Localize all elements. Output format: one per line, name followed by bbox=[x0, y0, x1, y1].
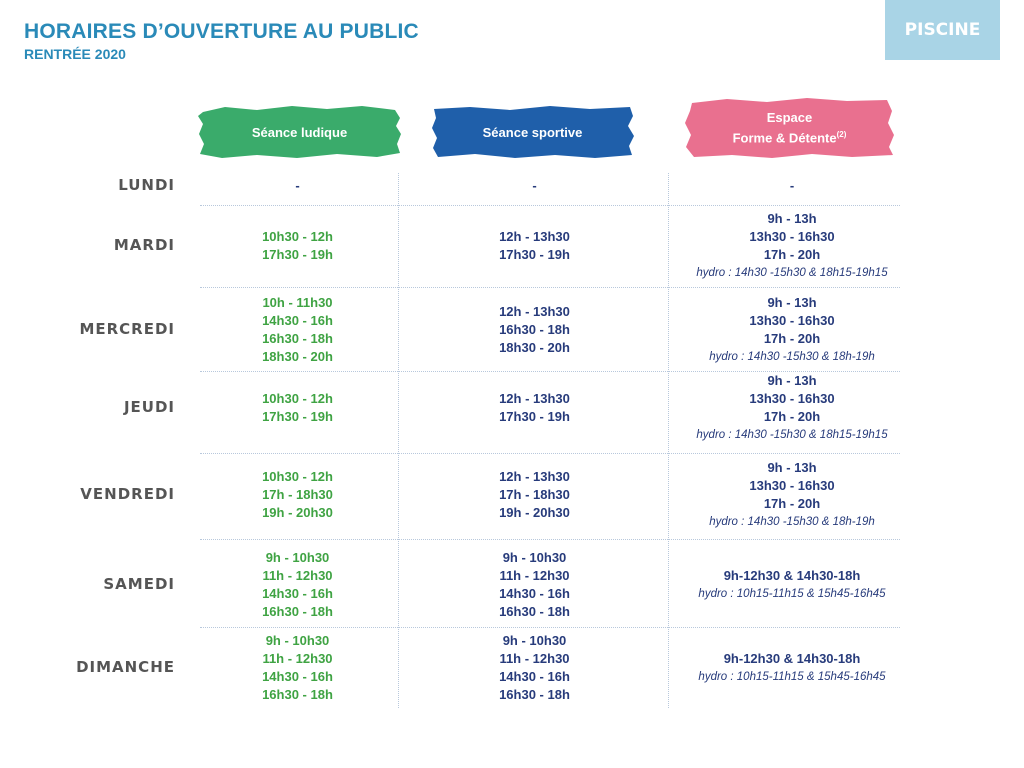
column-label-forme bbox=[733, 109, 847, 146]
time-slot: 19h - 20h30 bbox=[499, 505, 570, 521]
row-divider bbox=[200, 539, 900, 540]
time-slot: 13h30 - 16h30 bbox=[749, 477, 835, 493]
column-label-sportive: Séance sportive bbox=[482, 124, 583, 140]
time-slot: 9h - 10h30 bbox=[502, 632, 567, 648]
time-slot: 11h - 12h30 bbox=[499, 567, 570, 583]
column-label-forme-line1: Espace bbox=[766, 110, 813, 126]
hydro-note: hydro : 14h30 -15h30 & 18h-19h bbox=[709, 351, 875, 364]
row-divider bbox=[200, 287, 900, 288]
cell-forme bbox=[672, 567, 912, 603]
cell-forme bbox=[672, 650, 912, 686]
time-slot: 14h30 - 16h bbox=[499, 586, 570, 601]
cell-ludique bbox=[200, 228, 395, 264]
time-slot: 14h30 - 16h bbox=[262, 586, 333, 601]
time-slot: 14h30 - 16h bbox=[499, 669, 570, 684]
time-slot: 16h30 - 18h bbox=[499, 604, 570, 620]
column-header-forme bbox=[682, 97, 897, 159]
time-slot: 17h - 18h30 bbox=[499, 486, 570, 502]
cell-ludique bbox=[200, 549, 395, 622]
time-slot: 12h - 13h30 bbox=[499, 228, 570, 244]
cell-forme bbox=[672, 459, 912, 532]
cell-sportive bbox=[402, 303, 667, 358]
time-slot: 18h30 - 20h bbox=[499, 340, 570, 356]
cell-sportive bbox=[402, 632, 667, 705]
day-label: DIMANCHE bbox=[76, 658, 175, 676]
time-slot: 9h - 13h bbox=[767, 210, 817, 226]
time-slot: 17h - 18h30 bbox=[262, 486, 333, 502]
cell-forme bbox=[672, 210, 912, 283]
time-slot: 12h - 13h30 bbox=[499, 303, 570, 319]
time-slot: 9h-12h30 & 14h30-18h bbox=[723, 650, 861, 666]
column-label-forme-line2: Forme & Détente bbox=[732, 130, 837, 146]
time-slot: 17h - 20h bbox=[763, 409, 821, 424]
time-slot: 18h30 - 20h bbox=[262, 349, 333, 365]
time-slot: 9h - 10h30 bbox=[502, 549, 567, 565]
day-label: MERCREDI bbox=[79, 320, 175, 338]
time-slot: 17h30 - 19h bbox=[262, 247, 333, 262]
cell-forme bbox=[672, 372, 912, 445]
time-slot: 16h30 - 18h bbox=[262, 687, 333, 703]
time-slot: 13h30 - 16h30 bbox=[749, 312, 835, 328]
time-slot: 13h30 - 16h30 bbox=[749, 390, 835, 406]
hydro-note: hydro : 10h15-11h15 & 15h45-16h45 bbox=[698, 671, 886, 683]
day-label: LUNDI bbox=[118, 176, 175, 194]
time-slot: 9h - 13h bbox=[767, 372, 817, 388]
time-slot: 9h - 13h bbox=[767, 459, 817, 475]
time-slot: 12h - 13h30 bbox=[499, 468, 570, 484]
column-label-ludique: Séance ludique bbox=[251, 124, 348, 140]
time-slot: 9h - 10h30 bbox=[265, 632, 330, 648]
hydro-note: hydro : 10h15-11h15 & 15h45-16h45 bbox=[698, 588, 886, 600]
time-slot: 16h30 - 18h bbox=[499, 687, 570, 703]
column-header-sportive bbox=[430, 104, 635, 160]
time-slot: - bbox=[532, 177, 537, 193]
time-slot: 11h - 12h30 bbox=[262, 567, 333, 583]
time-slot: 10h30 - 12h bbox=[262, 468, 333, 484]
cell-forme bbox=[672, 294, 912, 367]
time-slot: 17h30 - 19h bbox=[499, 409, 570, 424]
time-slot: 17h30 - 19h bbox=[262, 409, 333, 424]
cell-sportive bbox=[402, 390, 667, 426]
day-label: MARDI bbox=[113, 236, 175, 254]
time-slot: 11h - 12h30 bbox=[262, 650, 333, 666]
time-slot: 11h - 12h30 bbox=[499, 650, 570, 666]
cell-sportive bbox=[402, 549, 667, 622]
hydro-note: hydro : 14h30 -15h30 & 18h15-19h15 bbox=[696, 267, 888, 280]
cell-ludique bbox=[200, 390, 395, 426]
hydro-note: hydro : 14h30 -15h30 & 18h-19h bbox=[709, 516, 875, 529]
time-slot: 14h30 - 16h bbox=[262, 312, 333, 328]
time-slot: 9h - 13h bbox=[767, 294, 817, 310]
page-subtitle: RENTRÉE 2020 bbox=[24, 46, 126, 62]
row-divider bbox=[200, 205, 900, 206]
cell-sportive bbox=[402, 177, 667, 195]
row-divider bbox=[200, 627, 900, 628]
time-slot: 9h-12h30 & 14h30-18h bbox=[723, 567, 861, 583]
time-slot: 17h30 - 19h bbox=[499, 247, 570, 262]
column-header-ludique bbox=[197, 104, 402, 160]
time-slot: 10h30 - 12h bbox=[262, 390, 333, 406]
time-slot: 16h30 - 18h bbox=[262, 604, 333, 620]
cell-sportive bbox=[402, 468, 667, 523]
column-label-forme-footnote: (2) bbox=[836, 130, 847, 140]
cell-ludique bbox=[200, 294, 395, 367]
time-slot: 9h - 10h30 bbox=[265, 549, 330, 565]
time-slot: 16h30 - 18h bbox=[262, 331, 333, 346]
time-slot: 17h - 20h bbox=[763, 247, 821, 262]
time-slot: 17h - 20h bbox=[763, 496, 821, 511]
time-slot: 12h - 13h30 bbox=[499, 390, 570, 406]
row-divider bbox=[200, 453, 900, 454]
cell-sportive bbox=[402, 228, 667, 264]
time-slot: 16h30 - 18h bbox=[499, 321, 570, 337]
cell-ludique bbox=[200, 468, 395, 523]
time-slot: 10h30 - 12h bbox=[262, 228, 333, 244]
page-title: HORAIRES D’OUVERTURE AU PUBLIC bbox=[24, 20, 419, 43]
time-slot: 14h30 - 16h bbox=[262, 669, 333, 684]
time-slot: 13h30 - 16h30 bbox=[749, 228, 835, 244]
day-label: JEUDI bbox=[123, 398, 175, 416]
time-slot: 19h - 20h30 bbox=[262, 505, 333, 521]
cell-ludique bbox=[200, 177, 395, 195]
section-badge: PISCINE bbox=[885, 0, 1000, 60]
day-label: VENDREDI bbox=[80, 485, 175, 503]
hydro-note: hydro : 14h30 -15h30 & 18h15-19h15 bbox=[696, 429, 888, 442]
cell-forme bbox=[672, 177, 912, 195]
time-slot: - bbox=[789, 177, 795, 193]
time-slot: 10h - 11h30 bbox=[262, 294, 333, 310]
time-slot: 17h - 20h bbox=[763, 331, 821, 346]
day-label: SAMEDI bbox=[103, 575, 175, 593]
time-slot: - bbox=[295, 177, 300, 193]
cell-ludique bbox=[200, 632, 395, 705]
